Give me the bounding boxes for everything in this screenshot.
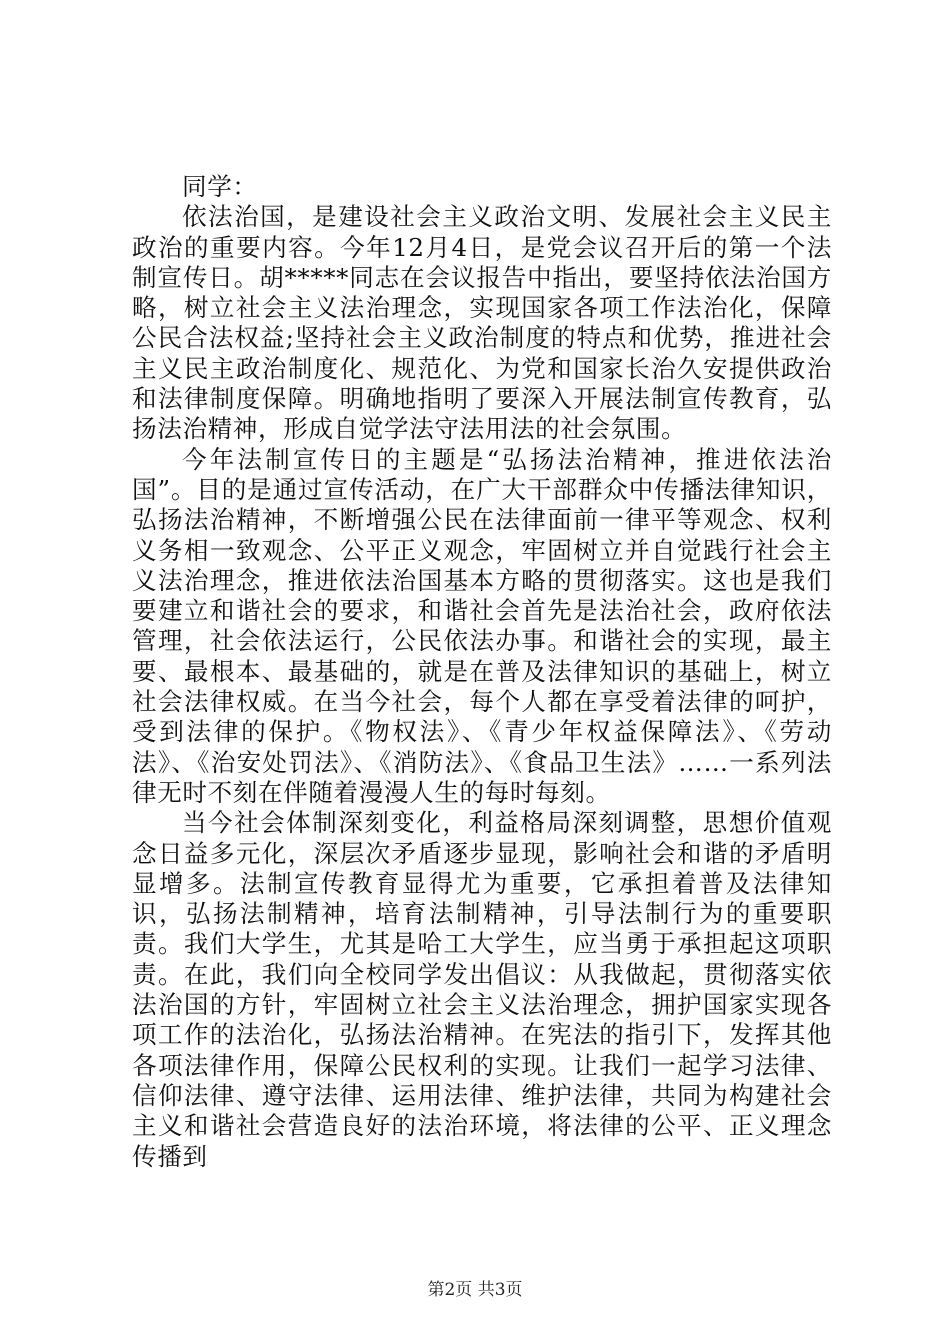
paragraph-2: 今年法制宣传日的主题是“弘扬法治精神，推进依法治国”。目的是通过宣传活动，在广大干部群众中传播法律知识，弘扬法治精神，不断增强公民在法律面前一律平等观念、权利义务相一致观念、公平正义观念，牢固树立并自觉践行社会主义法治理念，推进依法治国基本方略的贯彻落实。这也是我们要建立和谐社会的要求，和谐社会首先是法治社会，政府依法管理，社会依法运行，公民依法办事。和谐社会的实现，最主要、最根本、最基础的，就是在普及法律知识的基础上，树立社会法律权威。在当今社会，每个人都在享受着法律的呵护，受到法律的保护。《物权法》、《青少年权益保障法》、《劳动法》、《治安处罚法》、《消防法》、《食品卫生法》……一系列法律无时不刻在伴随着漫漫人生的每时每刻。: [132, 444, 832, 807]
paragraph-1: 依法治国，是建设社会主义政治文明、发展社会主义民主政治的重要内容。今年12月4日，是党会议召开后的第一个法制宣传日。胡*****同志在会议报告中指出，要坚持依法治国方略，树立社会主义法治理念，实现国家各项工作法治化，保障公民合法权益;坚持社会主义政治制度的特点和优势，推进社会主义民主政治制度化、规范化、为党和国家长治久安提供政治和法律制度保障。明确地指明了要深入开展法制宣传教育，弘扬法治精神，形成自觉学法守法用法的社会氛围。: [132, 202, 832, 444]
paragraph-3: 当今社会体制深刻变化，利益格局深刻调整，思想价值观念日益多元化，深层次矛盾逐步显现，影响社会和谐的矛盾明显增多。法制宣传教育显得尤为重要，它承担着普及法律知识，弘扬法制精神，培育法制精神，引导法制行为的重要职责。我们大学生，尤其是哈工大学生，应当勇于承担起这项职责。在此，我们向全校同学发出倡议：从我做起，贯彻落实依法治国的方针，牢固树立社会主义法治理念，拥护国家实现各项工作的法治化，弘扬法治精神。在宪法的指引下，发挥其他各项法律作用，保障公民权利的实现。让我们一起学习法律、信仰法律、遵守法律、运用法律、维护法律，共同为构建社会主义和谐社会营造良好的法治环境，将法律的公平、正义理念传播到: [132, 808, 832, 1171]
document-body: [132, 172, 832, 1172]
salutation: 同学：: [182, 172, 258, 201]
page-number-footer: 第2页 共3页: [427, 1280, 523, 1300]
